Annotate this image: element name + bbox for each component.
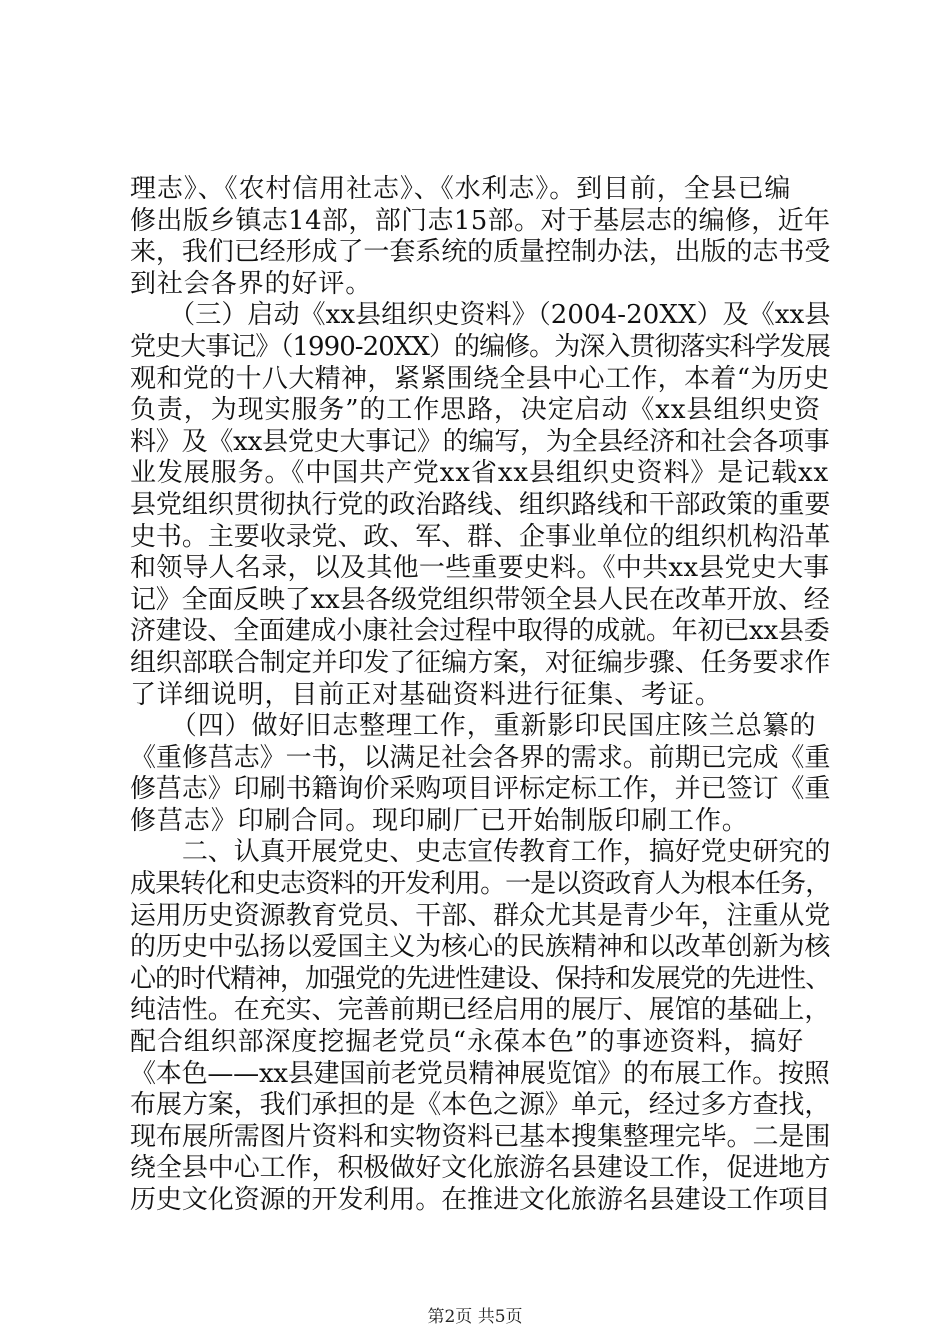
text-line: 县党组织贯彻执行党的政治路线、组织路线和干部政策的重要	[130, 489, 831, 520]
text-line: 历史文化资源的开发利用。在推进文化旅游名县建设工作项目	[130, 1185, 831, 1215]
text-line: 了详细说明，目前正对基础资料进行征集、考证。	[130, 679, 722, 710]
text-line: 组织部联合制定并印发了征编方案，对征编步骤、任务要求作	[130, 647, 831, 678]
text-line: 心的时代精神，加强党的先进性建设、保持和发展党的先进性、	[130, 963, 831, 994]
text-line: 理志》、《农村信用社志》、《水利志》。到目前，全县已编	[130, 174, 792, 204]
text-line: 配合组织部深度挖掘老党员“永葆本色”的事迹资料，搞好	[130, 1027, 804, 1058]
text-line: 修出版乡镇志14部，部门志15部。对于基层志的编修，近年	[130, 205, 831, 236]
text-line: 《重修莒志》一书，以满足社会各界的需求。前期已完成《重	[130, 742, 831, 773]
text-line: 党史大事记》（1990-20XX）的编修。为深入贯彻落实科学发展	[130, 331, 830, 362]
text-line: 业发展服务。《中国共产党xx省xx县组织史资料》是记载xx	[130, 458, 830, 489]
text-line: 成果转化和史志资料的开发利用。一是以资政育人为根本任务，	[130, 869, 831, 900]
text-line: 到社会各界的好评。	[130, 268, 373, 299]
text-line: 的历史中弘扬以爱国主义为核心的民族精神和以改革创新为核	[130, 932, 831, 963]
text-line: 修莒志》印刷合同。现印刷厂已开始制版印刷工作。	[130, 805, 749, 836]
text-line: 史书。主要收录党、政、军、群、企事业单位的组织机构沿革	[130, 521, 831, 552]
text-line: （四）做好旧志整理工作，重新影印民国庄陔兰总纂的	[130, 711, 817, 742]
text-line: 《本色——xx县建国前老党员精神展览馆》的布展工作。按照	[130, 1058, 830, 1089]
text-line: 来，我们已经形成了一套系统的质量控制办法，出版的志书受	[130, 237, 831, 268]
text-line: 运用历史资源教育党员、干部、群众尤其是青少年，注重从党	[130, 900, 831, 931]
body-text	[130, 174, 830, 1217]
text-line: 料》及《xx县党史大事记》的编写，为全县经济和社会各项事	[130, 426, 830, 457]
text-line: 和领导人名录，以及其他一些重要史料。《中共xx县党史大事	[130, 553, 830, 584]
text-line: 修莒志》印刷书籍询价采购项目评标定标工作，并已签订《重	[130, 774, 831, 805]
text-line: 布展方案，我们承担的是《本色之源》单元，经过多方查找，	[130, 1090, 831, 1121]
text-line: 济建设、全面建成小康社会过程中取得的成就。年初已xx县委	[130, 616, 830, 647]
text-line: 负责，为现实服务”的工作思路，决定启动《xx县组织史资	[130, 395, 821, 426]
text-line: 纯洁性。在充实、完善前期已经启用的展厅、展馆的基础上，	[130, 995, 831, 1026]
text-line: 绕全县中心工作，积极做好文化旅游名县建设工作，促进地方	[130, 1153, 831, 1184]
page-footer: 第2页 共5页	[427, 1307, 523, 1327]
text-line: 记》全面反映了xx县各级党组织带领全县人民在改革开放、经	[130, 584, 830, 615]
text-line: 现布展所需图片资料和实物资料已基本搜集整理完毕。二是围	[130, 1121, 831, 1152]
text-line: （三）启动《xx县组织史资料》（2004-20XX）及《xx县	[130, 300, 831, 331]
text-line: 二、认真开展党史、史志宣传教育工作，搞好党史研究的	[130, 837, 831, 868]
text-line: 观和党的十八大精神，紧紧围绕全县中心工作，本着“为历史	[130, 363, 830, 394]
